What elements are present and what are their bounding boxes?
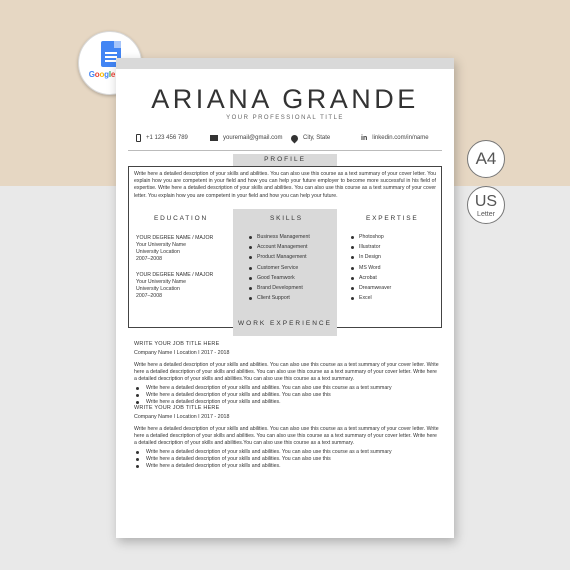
linkedin-icon: in (361, 134, 368, 142)
university: Your University Name (136, 242, 186, 248)
contact-location (291, 132, 330, 144)
degree: YOUR DEGREE NAME / MAJOR (136, 235, 214, 241)
skill-item: Customer Service (247, 263, 310, 273)
location-text: City, State (303, 135, 331, 141)
job-entry (134, 341, 440, 405)
phone-text: +1 123 456 789 (146, 135, 188, 141)
contact-phone (136, 132, 188, 144)
skill-item: Business Management (247, 232, 310, 242)
a4-size-badge (467, 140, 505, 178)
job-bullets (134, 449, 440, 469)
contact-linkedin (361, 132, 429, 144)
education-years: 2007–2008 (136, 293, 162, 299)
job-bullet: Write here a detailed description of your skills and abilities. You can also use this course as a text summary (134, 385, 440, 392)
university-location: University Location (136, 249, 180, 255)
profile-heading: PROFILE (233, 154, 337, 166)
job-bullet: Write here a detailed description of your skills and abilities. You can also use this course as a text summary (134, 449, 440, 456)
expertise-item: MS Word (349, 263, 391, 273)
skills-list (247, 232, 310, 303)
letter-label: Letter (477, 211, 495, 218)
skill-item: Client Support (247, 293, 310, 303)
job-title: WRITE YOUR JOB TITLE HERE (134, 341, 220, 347)
job-title: WRITE YOUR JOB TITLE HERE (134, 405, 220, 411)
job-description: Write here a detailed description of your skills and abilities. You can also use this course as a text summary of your cover letter. Write here a detailed description of your skills and abilities. You can also use this course as a text summary of your cover letter. Write here a detailed description of your skills and abilities.You can also use this course as a text summary. (134, 426, 439, 446)
education-entry (136, 272, 213, 300)
skill-item: Account Management (247, 242, 310, 252)
resume-name: ARIANA GRANDE (151, 84, 419, 114)
skill-item: Product Management (247, 252, 310, 262)
expertise-item: In Design (349, 252, 391, 262)
work-experience-heading: WORK EXPERIENCE (233, 318, 337, 329)
education-years: 2007–2008 (136, 256, 162, 262)
job-bullet: Write here a detailed description of your skills and abilities. You can also use this (134, 456, 440, 463)
education-entry (136, 235, 213, 263)
email-icon (210, 135, 218, 141)
google-logo-wordmark: Google (88, 70, 116, 79)
job-description: Write here a detailed description of your skills and abilities. You can also use this course as a text summary of your cover letter. Write here a detailed description of your skills and abilities. You can also use this course as a text summary of your cover letter. Write here a detailed description of your skills and abilities.You can also use this course as a text summary. (134, 362, 439, 382)
skills-heading: SKILLS (270, 215, 303, 222)
expertise-item: Illustrator (349, 242, 391, 252)
job-bullet: Write here a detailed description of your skills and abilities. (134, 399, 440, 406)
skill-item: Brand Development (247, 283, 310, 293)
skill-item: Good Teamwork (247, 273, 310, 283)
expertise-item: Excel (349, 293, 391, 303)
a4-label: A4 (475, 149, 497, 168)
university: Your University Name (136, 279, 186, 285)
linkedin-text: linkedin.com/in/name (372, 135, 429, 141)
expertise-item: Acrobat (349, 273, 391, 283)
job-bullet: Write here a detailed description of your skills and abilities. (134, 463, 440, 470)
profile-text: Write here a detailed description of your skills and abilities. You can also use this course as a text summary of your cover letter. You explain how you are competent in your field and how you can help your future employer to become more successful in his field of expertise. Write here a detailed description of your skills and abilities. You can also use this course as a text summary of your cover letter. You explain how you are competent in your field and how you can help your future. (134, 171, 436, 199)
job-bullets (134, 385, 440, 405)
email-text: youremail@gmail.com (223, 135, 283, 141)
doc-line (105, 52, 117, 54)
education-heading: EDUCATION (154, 215, 208, 222)
divider (128, 150, 442, 151)
phone-icon (136, 134, 141, 142)
us-letter-size-badge (467, 186, 505, 224)
degree: YOUR DEGREE NAME / MAJOR (136, 272, 214, 278)
job-meta: Company Name I Location I 2017 - 2018 (134, 350, 230, 356)
contact-email (210, 132, 282, 144)
sheet-top-bar (116, 58, 454, 69)
expertise-heading: EXPERTISE (366, 215, 419, 222)
job-bullet: Write here a detailed description of your skills and abilities. You can also use this (134, 392, 440, 399)
expertise-item: Dreamweaver (349, 283, 391, 293)
professional-title: YOUR PROFESSIONAL TITLE (226, 115, 344, 121)
university-location: University Location (136, 286, 180, 292)
location-pin-icon (290, 133, 300, 143)
job-meta: Company Name I Location I 2017 - 2018 (134, 414, 230, 420)
expertise-list (349, 232, 391, 303)
expertise-item: Photoshop (349, 232, 391, 242)
us-label: US (474, 193, 498, 210)
job-entry (134, 405, 440, 469)
resume-sheet (116, 58, 454, 538)
